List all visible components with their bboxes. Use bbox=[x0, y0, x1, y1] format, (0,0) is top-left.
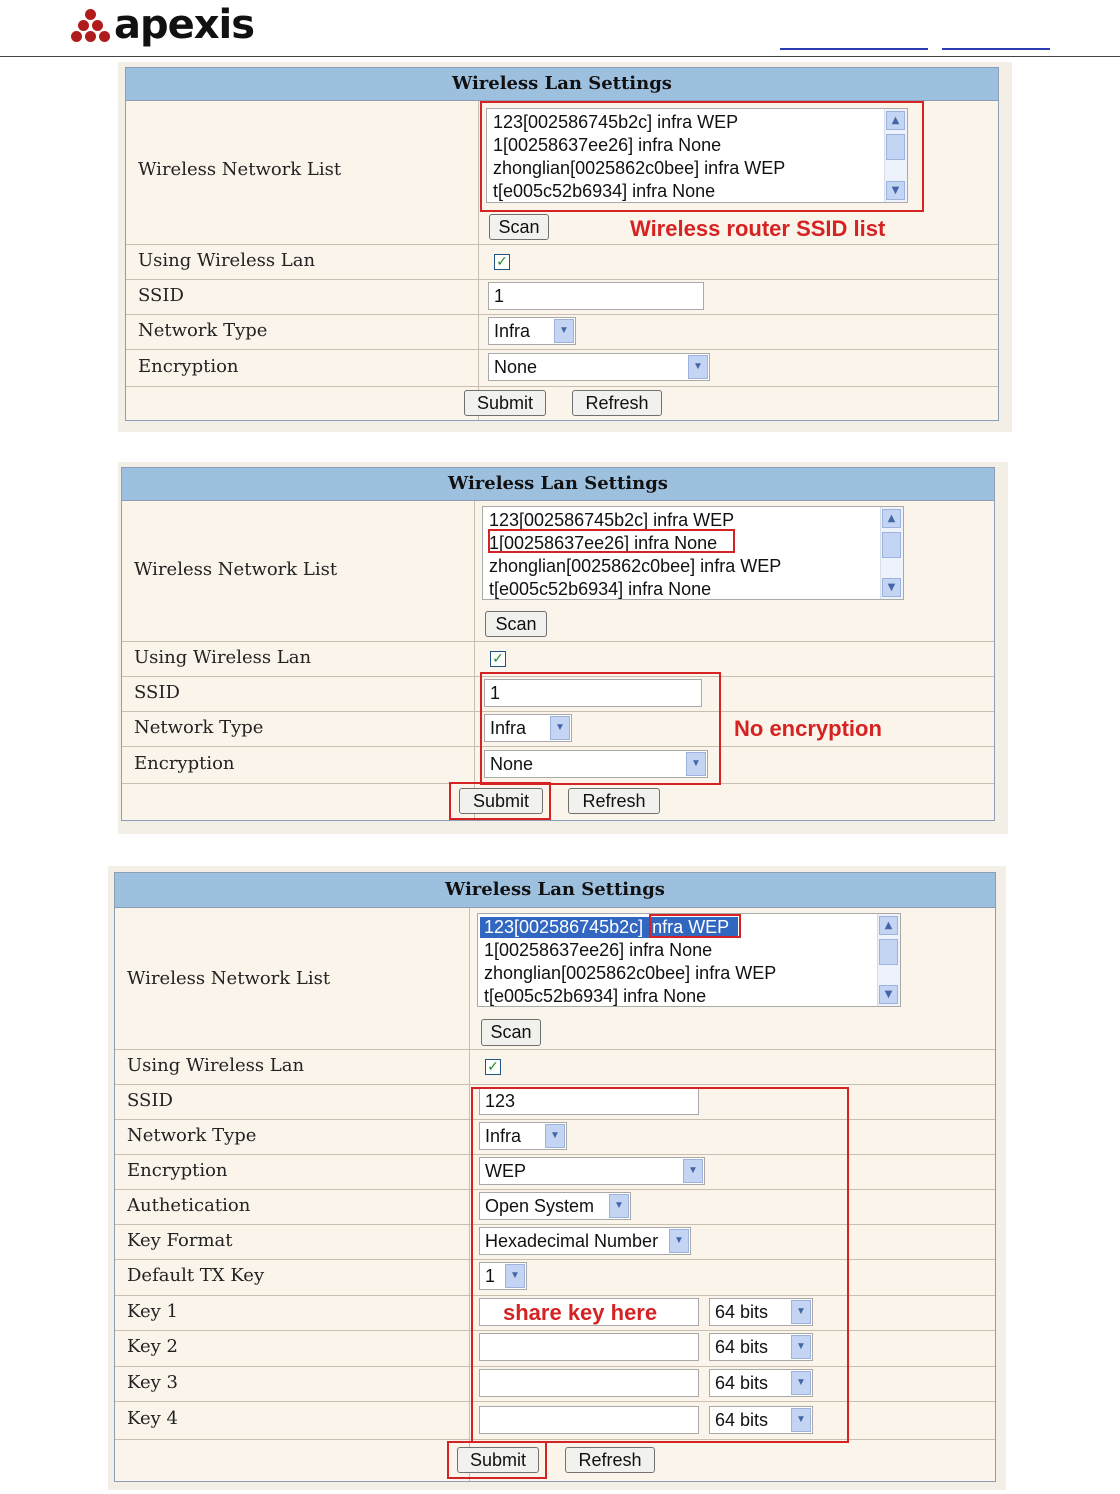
label-using-wireless: Using Wireless Lan bbox=[138, 250, 316, 271]
network-type-value: Infra bbox=[485, 1126, 522, 1146]
ssid-input[interactable]: 123 bbox=[479, 1087, 699, 1115]
label-key-3: Key 3 bbox=[127, 1372, 178, 1393]
label-key-1: Key 1 bbox=[127, 1301, 178, 1322]
header-link-1[interactable] bbox=[780, 48, 928, 50]
label-key-2: Key 2 bbox=[127, 1336, 178, 1357]
label-key-format: Key Format bbox=[127, 1230, 233, 1251]
list-item[interactable]: 1[00258637ee26] infra None bbox=[493, 135, 722, 155]
scan-button[interactable]: Scan bbox=[485, 611, 547, 637]
key-format-value: Hexadecimal Number bbox=[485, 1231, 659, 1251]
annotation-box-fields bbox=[480, 672, 721, 785]
label-network-list: Wireless Network List bbox=[138, 159, 342, 180]
authentication-value: Open System bbox=[485, 1196, 595, 1216]
encryption-value: None bbox=[490, 754, 534, 774]
brand-text: apexis bbox=[114, 2, 255, 48]
list-item[interactable]: t[e005c52b6934] infra None bbox=[489, 579, 712, 599]
list-item[interactable]: t[e005c52b6934] infra None bbox=[493, 181, 716, 201]
label-network-type: Network Type bbox=[134, 717, 264, 738]
list-item[interactable]: 123[002586745b2c] infra WEP bbox=[489, 510, 735, 530]
chevron-down-icon[interactable]: ▼ bbox=[505, 1264, 525, 1288]
submit-button[interactable]: Submit bbox=[457, 1447, 539, 1473]
label-network-type: Network Type bbox=[138, 320, 268, 341]
chevron-down-icon[interactable]: ▼ bbox=[686, 752, 706, 776]
using-wireless-checkbox[interactable]: ✓ bbox=[485, 1059, 501, 1075]
panel-title: Wireless Lan Settings bbox=[122, 468, 994, 501]
label-ssid: SSID bbox=[127, 1090, 173, 1111]
list-item[interactable]: t[e005c52b6934] infra None bbox=[484, 986, 707, 1006]
panel-title: Wireless Lan Settings bbox=[115, 873, 995, 908]
annotation-ssid-list: Wireless router SSID list bbox=[630, 216, 886, 241]
list-scrollbar[interactable] bbox=[877, 914, 900, 1006]
chevron-down-icon[interactable]: ▼ bbox=[791, 1300, 811, 1324]
encryption-value: None bbox=[494, 357, 538, 377]
selected-ssid-name: 123[002586745b2c] bbox=[484, 917, 644, 937]
scroll-up-icon[interactable]: ▲ bbox=[879, 916, 898, 935]
list-item[interactable]: zhonglian[0025862c0bee] infra WEP bbox=[489, 556, 782, 576]
logo-dots-icon bbox=[70, 7, 112, 43]
network-type-select[interactable] bbox=[488, 317, 576, 345]
chevron-down-icon[interactable]: ▼ bbox=[688, 355, 708, 379]
scroll-thumb[interactable] bbox=[879, 939, 898, 965]
using-wireless-checkbox[interactable]: ✓ bbox=[494, 254, 510, 270]
annotation-no-encryption: No encryption bbox=[734, 716, 882, 741]
refresh-button[interactable]: Refresh bbox=[565, 1447, 655, 1473]
key-1-bits-value: 64 bits bbox=[715, 1302, 769, 1322]
list-item[interactable]: 1[00258637ee26] infra None bbox=[484, 940, 713, 960]
screenshot-3 bbox=[108, 866, 1006, 1490]
label-authentication: Authetication bbox=[127, 1195, 251, 1216]
label-key-4: Key 4 bbox=[127, 1408, 178, 1429]
chevron-down-icon[interactable]: ▼ bbox=[683, 1159, 703, 1183]
ssid-input[interactable]: 1 bbox=[488, 282, 704, 310]
header-link-2[interactable] bbox=[942, 48, 1050, 50]
chevron-down-icon[interactable]: ▼ bbox=[791, 1408, 811, 1432]
annotation-box-selected-ssid bbox=[488, 529, 735, 553]
annotation-share-key: share key here bbox=[503, 1300, 658, 1325]
scan-button[interactable]: Scan bbox=[489, 214, 549, 240]
network-type-value: Infra bbox=[494, 321, 531, 341]
chevron-down-icon[interactable]: ▼ bbox=[550, 716, 570, 740]
scroll-up-icon[interactable]: ▲ bbox=[886, 111, 905, 130]
label-network-list: Wireless Network List bbox=[134, 559, 338, 580]
label-encryption: Encryption bbox=[134, 753, 235, 774]
wireless-settings-panel-3 bbox=[114, 872, 996, 1482]
chevron-down-icon[interactable]: ▼ bbox=[609, 1194, 629, 1218]
refresh-button[interactable]: Refresh bbox=[572, 390, 662, 416]
scroll-up-icon[interactable]: ▲ bbox=[882, 509, 901, 528]
wireless-settings-panel-2 bbox=[121, 467, 995, 821]
label-network-type: Network Type bbox=[127, 1125, 257, 1146]
row-network-type bbox=[126, 314, 998, 350]
network-list[interactable] bbox=[482, 506, 904, 600]
encryption-select[interactable] bbox=[488, 353, 710, 381]
scroll-down-icon[interactable]: ▼ bbox=[886, 181, 905, 200]
scroll-down-icon[interactable]: ▼ bbox=[879, 985, 898, 1004]
label-using-wireless: Using Wireless Lan bbox=[127, 1055, 305, 1076]
list-item[interactable]: 1[00258637ee26] infra None bbox=[489, 533, 718, 553]
submit-button[interactable]: Submit bbox=[464, 390, 546, 416]
using-wireless-checkbox[interactable]: ✓ bbox=[490, 651, 506, 667]
row-ssid bbox=[126, 279, 998, 315]
default-tx-key-value: 1 bbox=[485, 1266, 496, 1286]
encryption-value: WEP bbox=[485, 1161, 527, 1181]
label-ssid: SSID bbox=[134, 682, 180, 703]
scroll-down-icon[interactable]: ▼ bbox=[882, 578, 901, 597]
header-divider bbox=[0, 56, 1120, 57]
chevron-down-icon[interactable]: ▼ bbox=[669, 1229, 689, 1253]
chevron-down-icon[interactable]: ▼ bbox=[791, 1335, 811, 1359]
scroll-thumb[interactable] bbox=[882, 532, 901, 558]
ssid-input[interactable]: 1 bbox=[484, 679, 702, 707]
list-item[interactable]: zhonglian[0025862c0bee] infra WEP bbox=[493, 158, 786, 178]
label-encryption: Encryption bbox=[138, 356, 239, 377]
panel-title: Wireless Lan Settings bbox=[126, 68, 998, 101]
screenshot-2 bbox=[118, 462, 1008, 834]
wireless-settings-panel-1 bbox=[125, 67, 999, 421]
list-item[interactable]: 123[002586745b2c] infra WEP bbox=[493, 112, 739, 132]
list-item[interactable]: zhonglian[0025862c0bee] infra WEP bbox=[484, 963, 777, 983]
annotation-box-list bbox=[480, 101, 924, 212]
selected-ssid-security: infra WEP bbox=[648, 917, 730, 937]
label-using-wireless: Using Wireless Lan bbox=[134, 647, 312, 668]
chevron-down-icon[interactable]: ▼ bbox=[554, 319, 574, 343]
chevron-down-icon[interactable]: ▼ bbox=[791, 1371, 811, 1395]
chevron-down-icon[interactable]: ▼ bbox=[545, 1124, 565, 1148]
scan-button[interactable]: Scan bbox=[481, 1019, 541, 1046]
annotation-box-wep-fields bbox=[471, 1087, 849, 1443]
label-ssid: SSID bbox=[138, 285, 184, 306]
brand-logo bbox=[70, 2, 254, 48]
label-encryption: Encryption bbox=[127, 1160, 228, 1181]
key-4-bits-value: 64 bits bbox=[715, 1410, 769, 1430]
label-network-list: Wireless Network List bbox=[127, 968, 331, 989]
key-2-bits-value: 64 bits bbox=[715, 1337, 769, 1357]
row-using-wireless bbox=[115, 1049, 995, 1085]
submit-button[interactable]: Submit bbox=[459, 788, 543, 814]
network-type-value: Infra bbox=[490, 718, 527, 738]
label-default-tx-key: Default TX Key bbox=[127, 1265, 265, 1286]
refresh-button[interactable]: Refresh bbox=[568, 788, 660, 814]
key-3-bits-value: 64 bits bbox=[715, 1373, 769, 1393]
screenshot-1 bbox=[118, 62, 1012, 432]
annotation-box-infra-wep bbox=[649, 914, 741, 938]
list-scrollbar[interactable] bbox=[880, 507, 903, 599]
row-using-wireless bbox=[126, 244, 998, 280]
row-encryption bbox=[126, 349, 998, 387]
